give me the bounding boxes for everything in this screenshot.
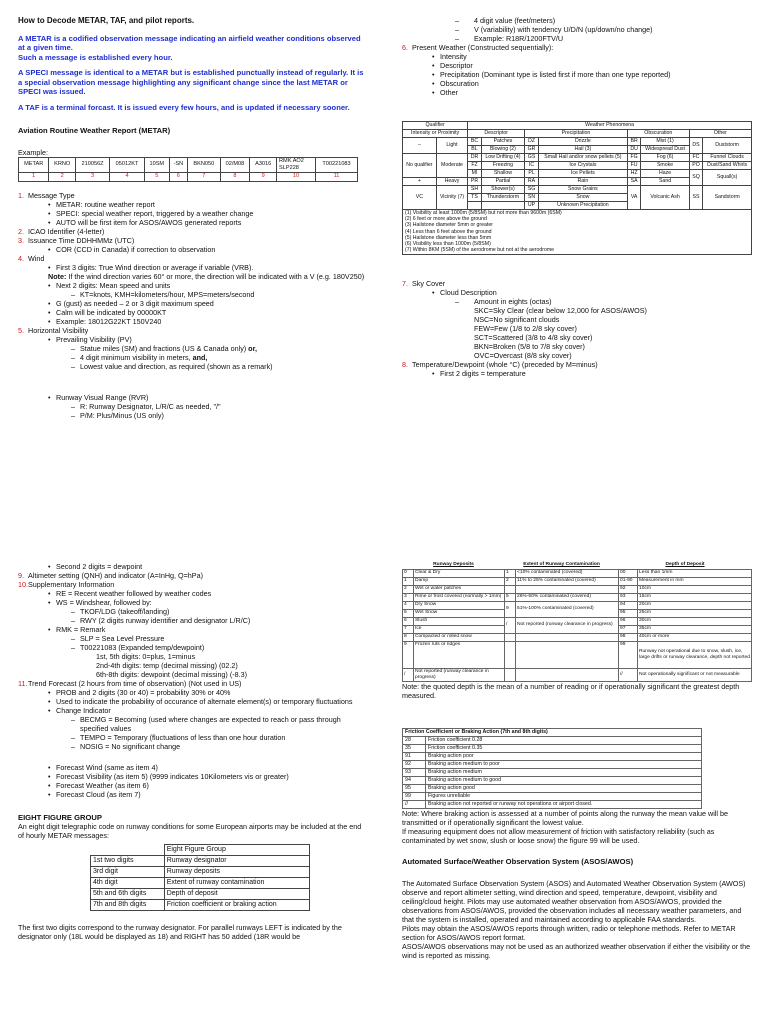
metar-number: 8 — [220, 172, 250, 181]
item-icao: ICAO Identifier (4-letter) — [28, 226, 105, 236]
eight-figure-heading: EIGHT FIGURE GROUP — [18, 813, 102, 822]
item-sky-cover: Sky Cover — [412, 278, 446, 288]
table-row: 95 Braking action good — [403, 785, 702, 793]
metar-heading: Aviation Routine Weather Report (METAR) — [18, 126, 171, 136]
metar-cell: METAR — [19, 157, 49, 172]
left-column — [18, 16, 366, 420]
friction-table — [402, 728, 702, 809]
list-item: • Second 2 digits = dewpoint — [18, 562, 366, 571]
list-item: • Calm will be indicated by 00000KT — [18, 308, 366, 317]
eight-figure-table — [90, 844, 310, 911]
list-item: – NOSIG = No significant change — [18, 742, 366, 751]
metar-number: 11 — [316, 172, 358, 181]
list-item: – SLP = Sea Level Pressure — [18, 634, 366, 643]
item-visibility: Horizontal Visibility — [28, 325, 89, 335]
list-item: • Change Indicator — [18, 706, 366, 715]
list-item: – RWY (2 digits runway identifier and designator L/R/C) — [18, 616, 366, 625]
list-item: • G (gust) as needed – 2 or 3 digit maximum speed — [18, 299, 366, 308]
table-row: 91 Braking action poor — [403, 753, 702, 761]
table-row: 3rd digit Runway deposits — [91, 867, 310, 878]
list-item: – T00221083 (Expanded temp/dewpoint) — [18, 643, 366, 652]
metar-number: 7 — [188, 172, 221, 181]
list-item: • Prevailing Visibility (PV) — [18, 335, 366, 344]
list-item: 6th-8th digits: dewpoint (decimal missing) (-8.3) — [96, 670, 247, 679]
friction-note-2: If measuring equipment does not allow measurement of friction with satisfactory reliability (such as contaminated by wet snow, slush or loose snow) the figure 99 will be used. — [402, 827, 715, 846]
metar-cell: RMK AO2 SLP228 — [277, 157, 316, 172]
metar-cell: BKN050 — [188, 157, 221, 172]
item-trend: Trend Forecast (2 hours from time of observation) (Not used in US) — [28, 679, 242, 688]
metar-example-table — [18, 157, 358, 182]
list-item: • COR (CCD in Canada) if correction to observation — [18, 245, 366, 254]
metar-number-row — [19, 172, 358, 181]
table-row: 8 Compacted or rolled snow 98 40cm or more — [403, 634, 752, 642]
metar-number: 10 — [277, 172, 316, 181]
list-item: • First 2 digits = temperature — [402, 369, 752, 378]
asos-paragraph-3: ASOS/AWOS observations may not be used as an authorized weather observation if either the visibility or the wind is reported as missing. — [402, 941, 751, 960]
example-label: Example: — [18, 147, 48, 157]
list-item: • Used to indicate the probability of occurance of alternate element(s) or temporary fluctuations — [18, 697, 366, 706]
table-row: 4 Dry Snow 9 51%-100% contaminated (covered) 94 20cm — [403, 602, 752, 610]
eight-figure-intro: An eight digit telegraphic code on runway conditions for some European airports may be included at the end of hourly METAR messages: — [18, 822, 362, 841]
table-row: 99 Figures unreliable — [403, 793, 702, 801]
list-item: – R: Runway Designator, L/R/C as needed, "/" — [18, 402, 366, 411]
list-item: – 4 digit minimum visibility in meters, and, — [18, 353, 366, 362]
metar-cell: 05012KT — [110, 157, 145, 172]
metar-number: 5 — [144, 172, 169, 181]
weather-notes: (1) Visibility at least 1000m (5/8SM) but not more than 9600m (6SM) (2) 6 feet or more above the ground (3) Hailstone diameter 5mm or greater (4) Less than 6 feet above the ground (5) Hailstone diameter less than 5mm (6) Visibility less than 1000m (5/8SM) (7) Within 8KM (5SM) of the aerodrome but not at the aerodrome — [403, 210, 752, 255]
table-row: 92 Braking action medium to poor — [403, 761, 702, 769]
metar-code-row — [19, 157, 358, 172]
list-item: 1st, 5th digits: 0=plus, 1=minus — [96, 652, 196, 661]
eight-figure-bottom-text: The first two digits correspond to the runway designator. For parallel runways LEFT is indicated by the designator only (18L would be displayed as 18) and RIGHT has 50 added (18R would be — [18, 923, 342, 942]
list-item: – V (variability) with tendency U/D/N (up/down/no change) — [402, 25, 752, 34]
list-item: • RE = Recent weather followed by weather codes — [18, 589, 366, 598]
table-row: 4th digit Extent of runway contamination — [91, 878, 310, 889]
list-item: • Forecast Visibility (as item 5) (9999 indicates 10Kilometers vis or greater) — [18, 772, 366, 781]
table-row: 0 Clear & Dry 1 <10% contaminated (covered) 00 Less than 1mm — [403, 570, 752, 578]
list-item: • Descriptor — [402, 61, 752, 70]
metar-number: 3 — [76, 172, 110, 181]
list-item: • Cloud Description — [402, 288, 752, 297]
list-item: • First 3 digits: True Wind direction or average if variable (VRB). — [18, 263, 366, 272]
item-altimeter: Altimeter setting (QNH) and indicator (A=InHg, Q=hPa) — [28, 571, 203, 580]
friction-note: Note: Where braking action is assessed at a number of points along the runway the mean value will be transmitted or if operationally significant the lowest value. — [402, 809, 729, 828]
item-wind: Wind — [28, 253, 45, 263]
list-item: – P/M: Plus/Minus (US only) — [18, 411, 366, 420]
table-title: Friction Coefficient or Braking Action (7th and 8th digits) — [403, 729, 702, 737]
asos-heading: Automated Surface/Weather Observation System (ASOS/AWOS) — [402, 857, 634, 867]
metar-number: 9 — [250, 172, 277, 181]
list-item: • Intensity — [402, 52, 752, 61]
item-issuance-time: Issuance Time DDHHMMz (UTC) — [28, 235, 135, 245]
list-item: – Lowest value and direction, as required (shown as a remark) — [18, 362, 366, 371]
table-row: 5th and 6th digits Depth of deposit — [91, 889, 310, 900]
runway-note: Note: the quoted depth is the mean of a number of reading or if operationally significant the greatest depth measured. — [402, 682, 740, 701]
table-row: // Braking action not reported or runway not operations or airport closed. — [403, 801, 702, 809]
metar-number: 2 — [49, 172, 76, 181]
asos-paragraph-1: The Automated Surface Observation System (ASOS) and Automated Weather Observation System (AWOS) observe and report altimeter setting, wind direction and speed, temperature, dewpoint, visibility and ceiling/cloud height. Pilots may use automated weather observation from ASOS/AWOS, provided the observations from ASOS/AWOS, provided the observation includes all necessary weather parameters, and that the system is installed, operated and maintained according to applicable FAA standards. — [402, 878, 746, 924]
metar-number: 1 — [19, 172, 49, 181]
right-column: – 4 digit value (feet/meters) – V (variability) with tendency U/D/N (up/down/no change) – Example: R18R/1200FTV/U 6. Present Weather (Constructed sequentially): • Intensity • Descriptor • Precipitation (Dominant type is listed first if more than one type reported) • Obscuration • Other Qualifier Weather Phenomena Intensity or Proximity Descriptor Precipitation Obscuration Other – Light BC Patches DZ Drizzle BR Mist (1) DS Duststorm BL Blowing (2) GR Hail (3) DU Widespread Dust No qualifier Moderate DR Low Drifting (4) GS Small Hail and/or snow pellets (5) FG Fog (6) FC Funnel Clouds FZ Freezing IC Ice Crystals FU Smoke PO Dust/Sand Whirls MI Shallow PL Ice Pellets HZ Haze SQ Squall(s) + Heavy PR Partial RA Rain SA Sand VC Vicinity (7) SH Shower(s) SG Snow Grains VA Volcanic Ash SS Sandstorm TS Thunderstorm SN Snow UP Unknown Precipitation (1) Visibility at least 1000m (5/8SM) but not more than 9600m (6SM) (2) 6 feet or more above the ground (3) Hailstone diameter 5mm or greater (4) Less than 6 feet above the ground (5) Hailstone diameter less than 5mm (6) Visibility less than 1000m (5/8SM) (7) Within 8KM (5SM) of the aerodrome but not at the aerodrome 7. Sky Cover • Cloud Description – Amount in eights (octas) SKC=Sky Clear (clear below 12,000 for ASOS/AWOS) NSC=No significant clouds FEW=Few (1/8 to 2/8 sky cover) SCT=Scattered (3/8 to 4/8 sky cover) BKN=Broken (5/8 to 7/8 sky cover) OVC=Overcast (8/8 sky cover) 8. Temperature/Dewpoint (whole °C) (preceded by M=minus) • First 2 digits = temperature — [402, 16, 752, 378]
table-header: Qualifier — [403, 122, 468, 130]
table-row: 28 Friction coefficient 0.28 — [403, 737, 702, 745]
asos-paragraph-2: Pilots may obtain the ASOS/AWOS reports through written, radio or telephone methods. Refer to METAR section for ASOS/AWOS report format. — [402, 923, 736, 942]
list-item: • PROB and 2 digits (30 or 40) = probability 30% or 40% — [18, 688, 366, 697]
metar-cell: 210056Z — [76, 157, 110, 172]
metar-cell: T00221083 — [316, 157, 358, 172]
sky-section: 7. Sky Cover • Cloud Description – Amount in eights (octas) SKC=Sky Clear (clear below 12,000 for ASOS/AWOS) NSC=No significant clouds FEW=Few (1/8 to 2/8 sky cover) SCT=Scattered (3/8 to 4/8 sky cover) BKN=Broken (5/8 to 7/8 sky cover) OVC=Overcast (8/8 sky cover) 8. Temperature/Dewpoint (whole °C) (preceded by M=minus) • First 2 digits = temperature — [402, 279, 752, 378]
runway-table: Runway Deposits Extent of Runway Contamination Depth of Deposit 0 Clear & Dry 1 <10% contaminated (covered) 00 Less than 1mm 1 Damp 2 11% to 25% contaminated (covered) 01-90 Measurement in mm 2 Wet or water patches 92 10cm 3 Rime or frost covered (normally > 1mm) 5 26%-50% contaminated (covered) 93 15cm 4 Dry Snow 9 51%-100% contaminated (covered) 94 20cm 5 Wet Snow 95 25cm 6 Slush / Not reported (runway clearance in progress) 96 30cm 7 Ice 97 35cm 8 Compacted or rolled snow 98 40cm or more 9 Frozen ruts or ridges 99 Runway not operational due to snow, slush, ice, large drifts or runway clearance, depth not reported / Not reported (runway clearance in progress) // Not operationally significant or not measurable — [404, 562, 750, 681]
table-row: 1st two digits Runway designator — [91, 856, 310, 867]
list-item: • Obscuration — [402, 79, 752, 88]
table-row: 93 Braking action medium — [403, 769, 702, 777]
item-message-type: Message Type — [28, 190, 75, 200]
metar-cell: A3016 — [250, 157, 277, 172]
speci-definition: A SPECI message is identical to a METAR but is established punctually instead of regularly. It is a special observation message highlighting any significant change since the last METAR or SPECI was issued. — [18, 68, 364, 97]
list-item: – TKOF/LDG (takeoff/landing) — [18, 607, 366, 616]
list-item: – Statue miles (SM) and fractions (US & Canada only) or, — [18, 344, 366, 353]
list-item: • Precipitation (Dominant type is listed first if more than one type reported) — [402, 70, 752, 79]
list-item: • Runway Visual Range (RVR) — [18, 393, 366, 402]
wind-note: Note: If the wind direction varies 60° or more, the direction will be indicated with a V (e.g. 180V250) — [48, 271, 365, 281]
taf-definition: A TAF is a terminal forcast. It is issued every few hours, and is updated if necessary sooner. — [18, 102, 350, 112]
table-row: 7th and 8th digits Friction coefficient or braking action — [91, 900, 310, 911]
list-item: – Amount in eights (octas) — [402, 297, 752, 306]
weather-phenomena-table: Qualifier Weather Phenomena Intensity or Proximity Descriptor Precipitation Obscuration Other – Light BC Patches DZ Drizzle BR Mist (1) DS Duststorm BL Blowing (2) GR Hail (3) DU Widespread Dust No qualifier Moderate DR Low Drifting (4) GS Small Hail and/or snow pellets (5) FG Fog (6) FC Funnel Clouds FZ Freezing IC Ice Crystals FU Smoke PO Dust/Sand Whirls MI Shallow PL Ice Pellets HZ Haze SQ Squall(s) + Heavy PR Partial RA Rain SA Sand VC Vicinity (7) SH Shower(s) SG Snow Grains VA Volcanic Ash SS Sandstorm TS Thunderstorm SN Snow UP Unknown Precipitation (1) Visibility at least 1000m (5/8SM) but not more than 9600m (6SM) (2) 6 feet or more above the ground (3) Hailstone diameter 5mm or greater (4) Less than 6 feet above the ground (5) Hailstone diameter less than 5mm (6) Visibility less than 1000m (5/8SM) (7) Within 8KM (5SM) of the aerodrome but not at the aerodrome — [402, 121, 752, 255]
list-item: 2nd-4th digits: temp (decimal missing) (02.2) — [96, 661, 238, 670]
item-temp-dewpoint: Temperature/Dewpoint (whole °C) (preceded by M=minus) — [412, 359, 598, 369]
list-item: • METAR: routine weather report — [18, 200, 366, 209]
metar-cell: 10SM — [144, 157, 169, 172]
list-item: – TEMPO = Temporary (fluctuations of less than one hour duration — [18, 733, 366, 742]
document-title: How to Decode METAR, TAF, and pilot reports. — [18, 16, 195, 25]
metar-definition: A METAR is a codified observation message indicating an airfield weather conditions observed at a given time. Such a message is established every hour. — [18, 34, 361, 62]
list-item: • WS = Windshear, followed by: — [18, 598, 366, 607]
table-row: 94 Braking action medium to good — [403, 777, 702, 785]
metar-items: 1. Message Type • METAR: routine weather report • SPECI: special weather report, triggered by a weather change • AUTO will be first item for ASOS/AWOS generated reports 2. ICAO Identifier (4-letter) 3. Issuance Time DDHHMMz (UTC) • COR (CCD in Canada) if correction to observation 4. Wind • First 3 digits: True Wind direction or average if variable (VRB). Note: If the wind direction varies 60° or more, the direction will be indicated with a V (e.g. 180V250) • Next 2 digits: Mean speed and units – KT=knots, KMH=kilometers/hour, MPS=meters/second • G (gust) as needed – 2 or 3 digit maximum speed • Calm will be indicated by 00000KT • Example: 18012G22KT 150V240 5. Horizontal Visibility • Prevailing Visibility (PV) – Statue miles (SM) and fractions (US & Canada only) or, – 4 digit minimum visibility in meters, and, – Lowest value and direction, as required (shown as a remark) • Runway Visual Range (RVR) – R: Runway Designator, L/R/C as needed, "/" – P/M: Plus/Minus (US only) — [18, 191, 366, 420]
left-column-lower: • Second 2 digits = dewpoint 9. Altimeter setting (QNH) and indicator (A=InHg, Q=hPa) 10. Supplementary Information • RE = Recent weather followed by weather codes • WS = Windshear, followed by: – TKOF/LDG (takeoff/landing) – RWY (2 digits runway identifier and designator L/R/C) • RMK = Remark – SLP = Sea Level Pressure – T00221083 (Expanded temp/dewpoint) 1st, 5th digits: 0=plus, 1=minus 2nd-4th digits: temp (decimal missing) (02.2) 6th-8th digits: dewpoint (decimal missing) (-8.3) 11. Trend Forecast (2 hours from time of observation) (Not used in US) • PROB and 2 digits (30 or 40) = probability 30% or 40% • Used to indicate the probability of occurance of alternate element(s) or temporary fluctuations • Change Indicator – BECMG = Becoming (used where changes are expected to reach or pass through specified values – TEMPO = Temporary (fluctuations of less than one hour duration – NOSIG = No significant change • Forecast Wind (same as item 4) • Forecast Visibility (as item 5) (9999 indicates 10Kilometers vis or greater) • Forecast Weather (as item 6) • Forecast Cloud (as item 7) EIGHT FIGURE GROUP An eight digit telegraphic code on runway conditions for some European airports may be included at the end of hourly METAR messages: Eight Figure Group 1st two digits Runway designator 3rd digit Runway deposits 4th digit Extent of runway contamination 5th and 6th digits Depth of deposit 7th and 8th digits Friction coefficient or braking action The first two digits correspond to the runway designator. For parallel runways LEFT is indicated by the designator only (18L would be displayed as 18) and RIGHT has 50 added (18R would be — [18, 562, 366, 941]
list-item: – KT=knots, KMH=kilometers/hour, MPS=meters/second — [18, 290, 366, 299]
metar-cell: KRNO — [49, 157, 76, 172]
metar-number: 6 — [169, 172, 187, 181]
list-item: • Forecast Weather (as item 6) — [18, 781, 366, 790]
table-row: / Not reported (runway clearance in progress) // Not operationally significant or not measurable — [403, 669, 752, 682]
table-header: Weather Phenomena — [468, 122, 752, 130]
list-item: • Forecast Wind (same as item 4) — [18, 763, 366, 772]
list-item: – BECMG = Becoming (used where changes are expected to reach or pass through specified values — [18, 715, 366, 733]
list-item: • AUTO will be first item for ASOS/AWOS generated reports — [18, 218, 366, 227]
table-row: 2 Wet or water patches 92 10cm — [403, 586, 752, 594]
table-row: 9 Frozen ruts or ridges 99 Runway not operational due to snow, slush, ice, large drifts or runway clearance, depth not reported — [403, 642, 752, 669]
item-supplementary: Supplementary Information — [28, 580, 115, 589]
right-column-lower — [402, 562, 752, 960]
list-item: – Example: R18R/1200FTV/U — [402, 34, 752, 43]
list-item: • Next 2 digits: Mean speed and units — [18, 281, 366, 290]
table-title: Eight Figure Group — [164, 845, 309, 856]
metar-cell: 02/M08 — [220, 157, 250, 172]
sky-codes: SKC=Sky Clear (clear below 12,000 for ASOS/AWOS) NSC=No significant clouds FEW=Few (1/8 to 2/8 sky cover) SCT=Scattered (3/8 to 4/8 sky cover) BKN=Broken (5/8 to 7/8 sky cover) OVC=Overcast (8/8 sky cover) — [474, 305, 647, 360]
table-row: 6 Slush / Not reported (runway clearance in progress) 96 30cm — [403, 618, 752, 626]
table-row: 35 Friction coefficient 0.35 — [403, 745, 702, 753]
list-item: • Example: 18012G22KT 150V240 — [18, 317, 366, 326]
table-row: 7 Ice 97 35cm — [403, 626, 752, 634]
list-item: • SPECI: special weather report, triggered by a weather change — [18, 209, 366, 218]
table-row: 5 Wet Snow 95 25cm — [403, 610, 752, 618]
list-item: • Forecast Cloud (as item 7) — [18, 790, 366, 799]
list-item: – 4 digit value (feet/meters) — [402, 16, 752, 25]
metar-number: 4 — [110, 172, 145, 181]
item-present-weather: Present Weather (Constructed sequentially): — [412, 43, 554, 52]
table-row: 3 Rime or frost covered (normally > 1mm) 5 26%-50% contaminated (covered) 93 15cm — [403, 594, 752, 602]
list-item: • RMK = Remark — [18, 625, 366, 634]
list-item: • Other — [402, 88, 752, 97]
metar-cell: -SN — [169, 157, 187, 172]
table-row: 1 Damp 2 11% to 25% contaminated (covered) 01-90 Measurement in mm — [403, 578, 752, 586]
